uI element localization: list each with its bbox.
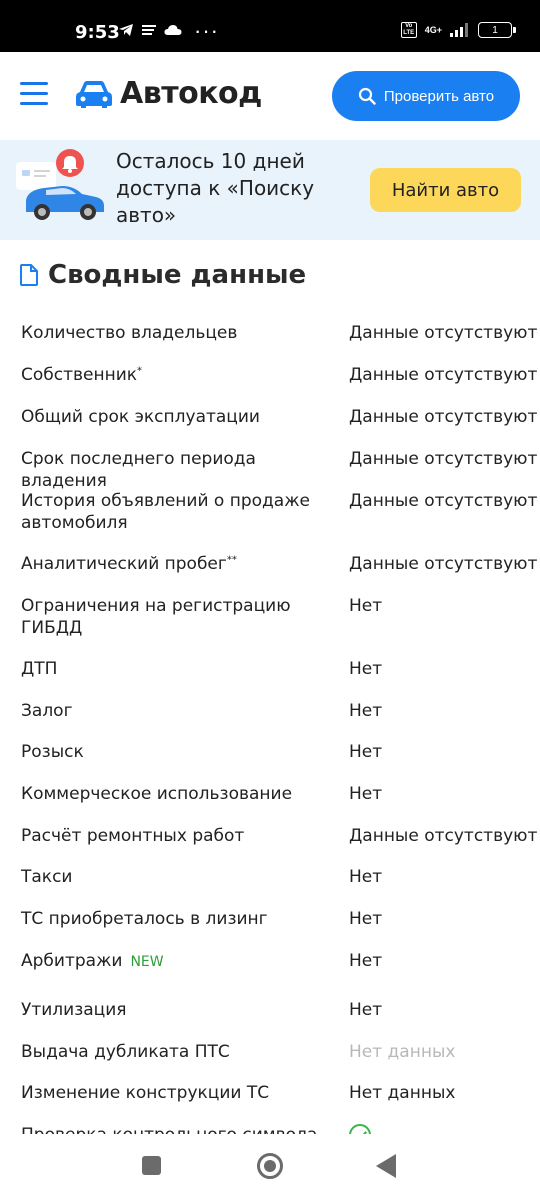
network-type: 4G+: [424, 24, 442, 35]
row-value: Нет: [349, 701, 383, 721]
row-label: Расчёт ремонтных работ: [21, 826, 245, 846]
status-system-icons: [401, 22, 512, 38]
row-label: Собственник: [21, 365, 138, 385]
row-label-wrap: [21, 553, 336, 575]
row-label-wrap: [21, 950, 336, 973]
menu-lines-icon: [142, 24, 156, 36]
row-label: Залог: [21, 701, 73, 721]
new-badge: NEW: [130, 954, 164, 970]
row-label: Аналитический пробег: [21, 554, 227, 574]
row-label-wrap: [21, 364, 336, 386]
battery-level: 1: [492, 24, 498, 36]
check-car-button-label: Проверить авто: [383, 87, 495, 105]
signal-icon: [450, 23, 470, 37]
row-label: ДТП: [21, 659, 58, 679]
row-value: Нет: [349, 596, 383, 616]
battery-icon: [478, 22, 512, 38]
status-time: 9:53: [75, 22, 120, 43]
row-label: Розыск: [21, 742, 84, 762]
footnote-mark: **: [226, 554, 237, 566]
cloud-icon: [164, 24, 182, 36]
row-value: Нет: [349, 867, 383, 887]
row-label: История объявлений о продаже автомобиля: [21, 491, 310, 533]
telegram-icon: [118, 23, 134, 37]
system-navigation-bar: [0, 1134, 540, 1200]
summary-title: Сводные данные: [48, 260, 307, 290]
row-value: Нет: [349, 951, 383, 971]
row-value: Нет: [349, 1000, 383, 1020]
more-notifications-icon: ···: [194, 18, 219, 43]
row-value: Нет: [349, 784, 383, 804]
row-value: Данные отсутствуют: [349, 407, 538, 427]
row-label: Такси: [21, 867, 73, 887]
row-label: Изменение конструкции ТС: [21, 1083, 270, 1103]
logo-text: Автокод: [120, 76, 262, 111]
row-label: ТС приобреталось в лизинг: [21, 909, 268, 929]
home-icon[interactable]: [257, 1153, 283, 1179]
logo[interactable]: [74, 76, 262, 111]
row-value: Данные отсутствуют: [349, 826, 538, 846]
row-label: Утилизация: [21, 1000, 127, 1020]
row-value: Данные отсутствуют: [349, 491, 538, 511]
search-icon: [358, 87, 376, 105]
find-car-button[interactable]: Найти авто: [370, 168, 521, 212]
status-notification-icons: [118, 23, 182, 37]
row-label: Выдача дубликата ПТС: [21, 1042, 230, 1062]
back-icon[interactable]: [376, 1154, 396, 1178]
row-label: Арбитражи: [21, 951, 123, 971]
check-car-button[interactable]: [332, 71, 520, 121]
row-value: Нет данных: [349, 1042, 456, 1062]
promo-banner: [0, 140, 540, 240]
status-bar: [0, 0, 540, 52]
row-value: Данные отсутствуют: [349, 323, 538, 343]
promo-text: Осталось 10 дней доступа к «Поиску авто»: [116, 149, 315, 227]
row-label: Коммерческое использование: [21, 784, 293, 804]
row-label: Количество владельцев: [21, 323, 238, 343]
promo-car-illustration: [16, 148, 106, 228]
row-label: Общий срок эксплуатации: [21, 407, 260, 427]
row-value: Данные отсутствуют: [349, 365, 538, 385]
hamburger-menu-icon[interactable]: [20, 82, 48, 106]
summary-section-header: [20, 260, 306, 290]
row-value: Нет данных: [349, 1083, 456, 1103]
row-value: Нет: [349, 742, 383, 762]
document-icon: [20, 264, 38, 286]
row-value: Нет: [349, 909, 383, 929]
row-label: Ограничения на регистрацию ГИБДД: [21, 596, 291, 638]
recent-apps-icon[interactable]: [142, 1156, 161, 1175]
row-label: Срок последнего периода владения: [21, 449, 256, 491]
row-value: Нет: [349, 659, 383, 679]
volte-icon: Vo LTE: [401, 22, 417, 38]
row-value: Данные отсутствуют: [349, 449, 538, 469]
footnote-mark: *: [137, 365, 143, 377]
row-value: Данные отсутствуют: [349, 554, 538, 574]
app-header: [0, 52, 540, 140]
car-logo-icon: [74, 79, 114, 109]
